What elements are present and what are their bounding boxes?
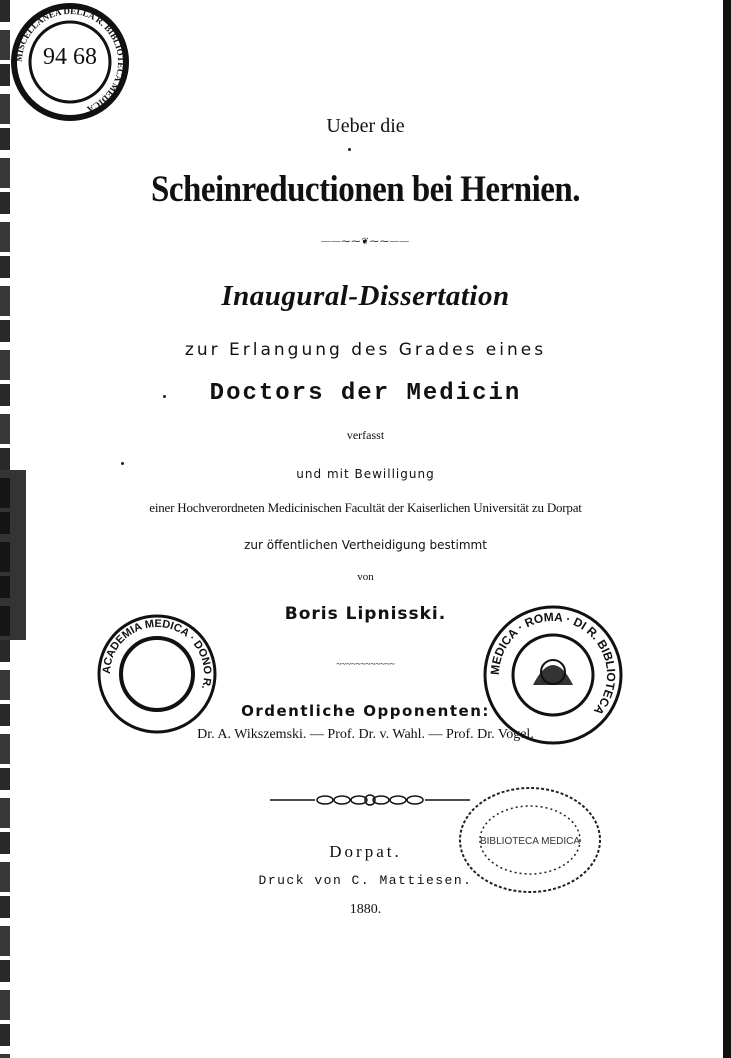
degree-purpose: zur Erlangung des Grades eines: [184, 340, 547, 360]
svg-text:ACADEMIA MEDICA · DONO R.: [101, 618, 213, 691]
defense-text: zur öffentlichen Vertheidigung bestimmt: [244, 538, 487, 552]
author-name: Boris Lipnisski.: [284, 604, 447, 624]
approval-text: und mit Bewilligung: [296, 467, 435, 481]
speck: [348, 148, 351, 151]
scan-right-edge: [723, 0, 731, 1058]
opponents-list: Dr. A. Wikszemski. — Prof. Dr. v. Wahl. — Prof. Dr. Vogel.: [197, 727, 534, 742]
stamp-ring-text: MEDICA · ROMA · DI R. BIBLIOTECA: [487, 609, 619, 718]
stamp-ring-text: ACADEMIA MEDICA · DONO R.: [100, 617, 214, 691]
faint-stamp-text: BIBLIOTECA MEDICA: [479, 836, 581, 847]
faculty-text: einer Hochverordneten Medicinischen Facultät der Kaiserlichen Universität zu Dorpat: [149, 500, 582, 515]
library-stamp-top-left: [10, 2, 130, 122]
ornament-divider-mid: ~~~~~~~~~~~~: [336, 659, 395, 669]
speck: [121, 462, 124, 465]
stamp-number: 94 68: [43, 44, 97, 70]
title-prefix: Ueber die: [326, 115, 405, 137]
printer-line: Druck von C. Mattiesen.: [258, 873, 473, 888]
degree-title: Doctors der Medicin: [209, 380, 522, 407]
speck: [163, 395, 166, 398]
stamp-ring-text: MISCELLANEA DELLA R. BIBLIOTECA MEDICA: [13, 5, 127, 115]
verfasst-text: verfasst: [346, 428, 385, 442]
ornamental-rule: [270, 793, 470, 807]
ornament-divider-top: ——⁓⁓❦⁓⁓——: [321, 236, 410, 246]
publication-year: 1880.: [349, 902, 382, 917]
page-title: Scheinreductionen bei Hernien.: [151, 169, 580, 211]
dissertation-heading: Inaugural-Dissertation: [221, 280, 510, 312]
publication-place: Dorpat.: [329, 842, 402, 861]
opponents-heading: Ordentliche Opponenten:: [241, 702, 490, 720]
von-text: von: [357, 571, 374, 583]
